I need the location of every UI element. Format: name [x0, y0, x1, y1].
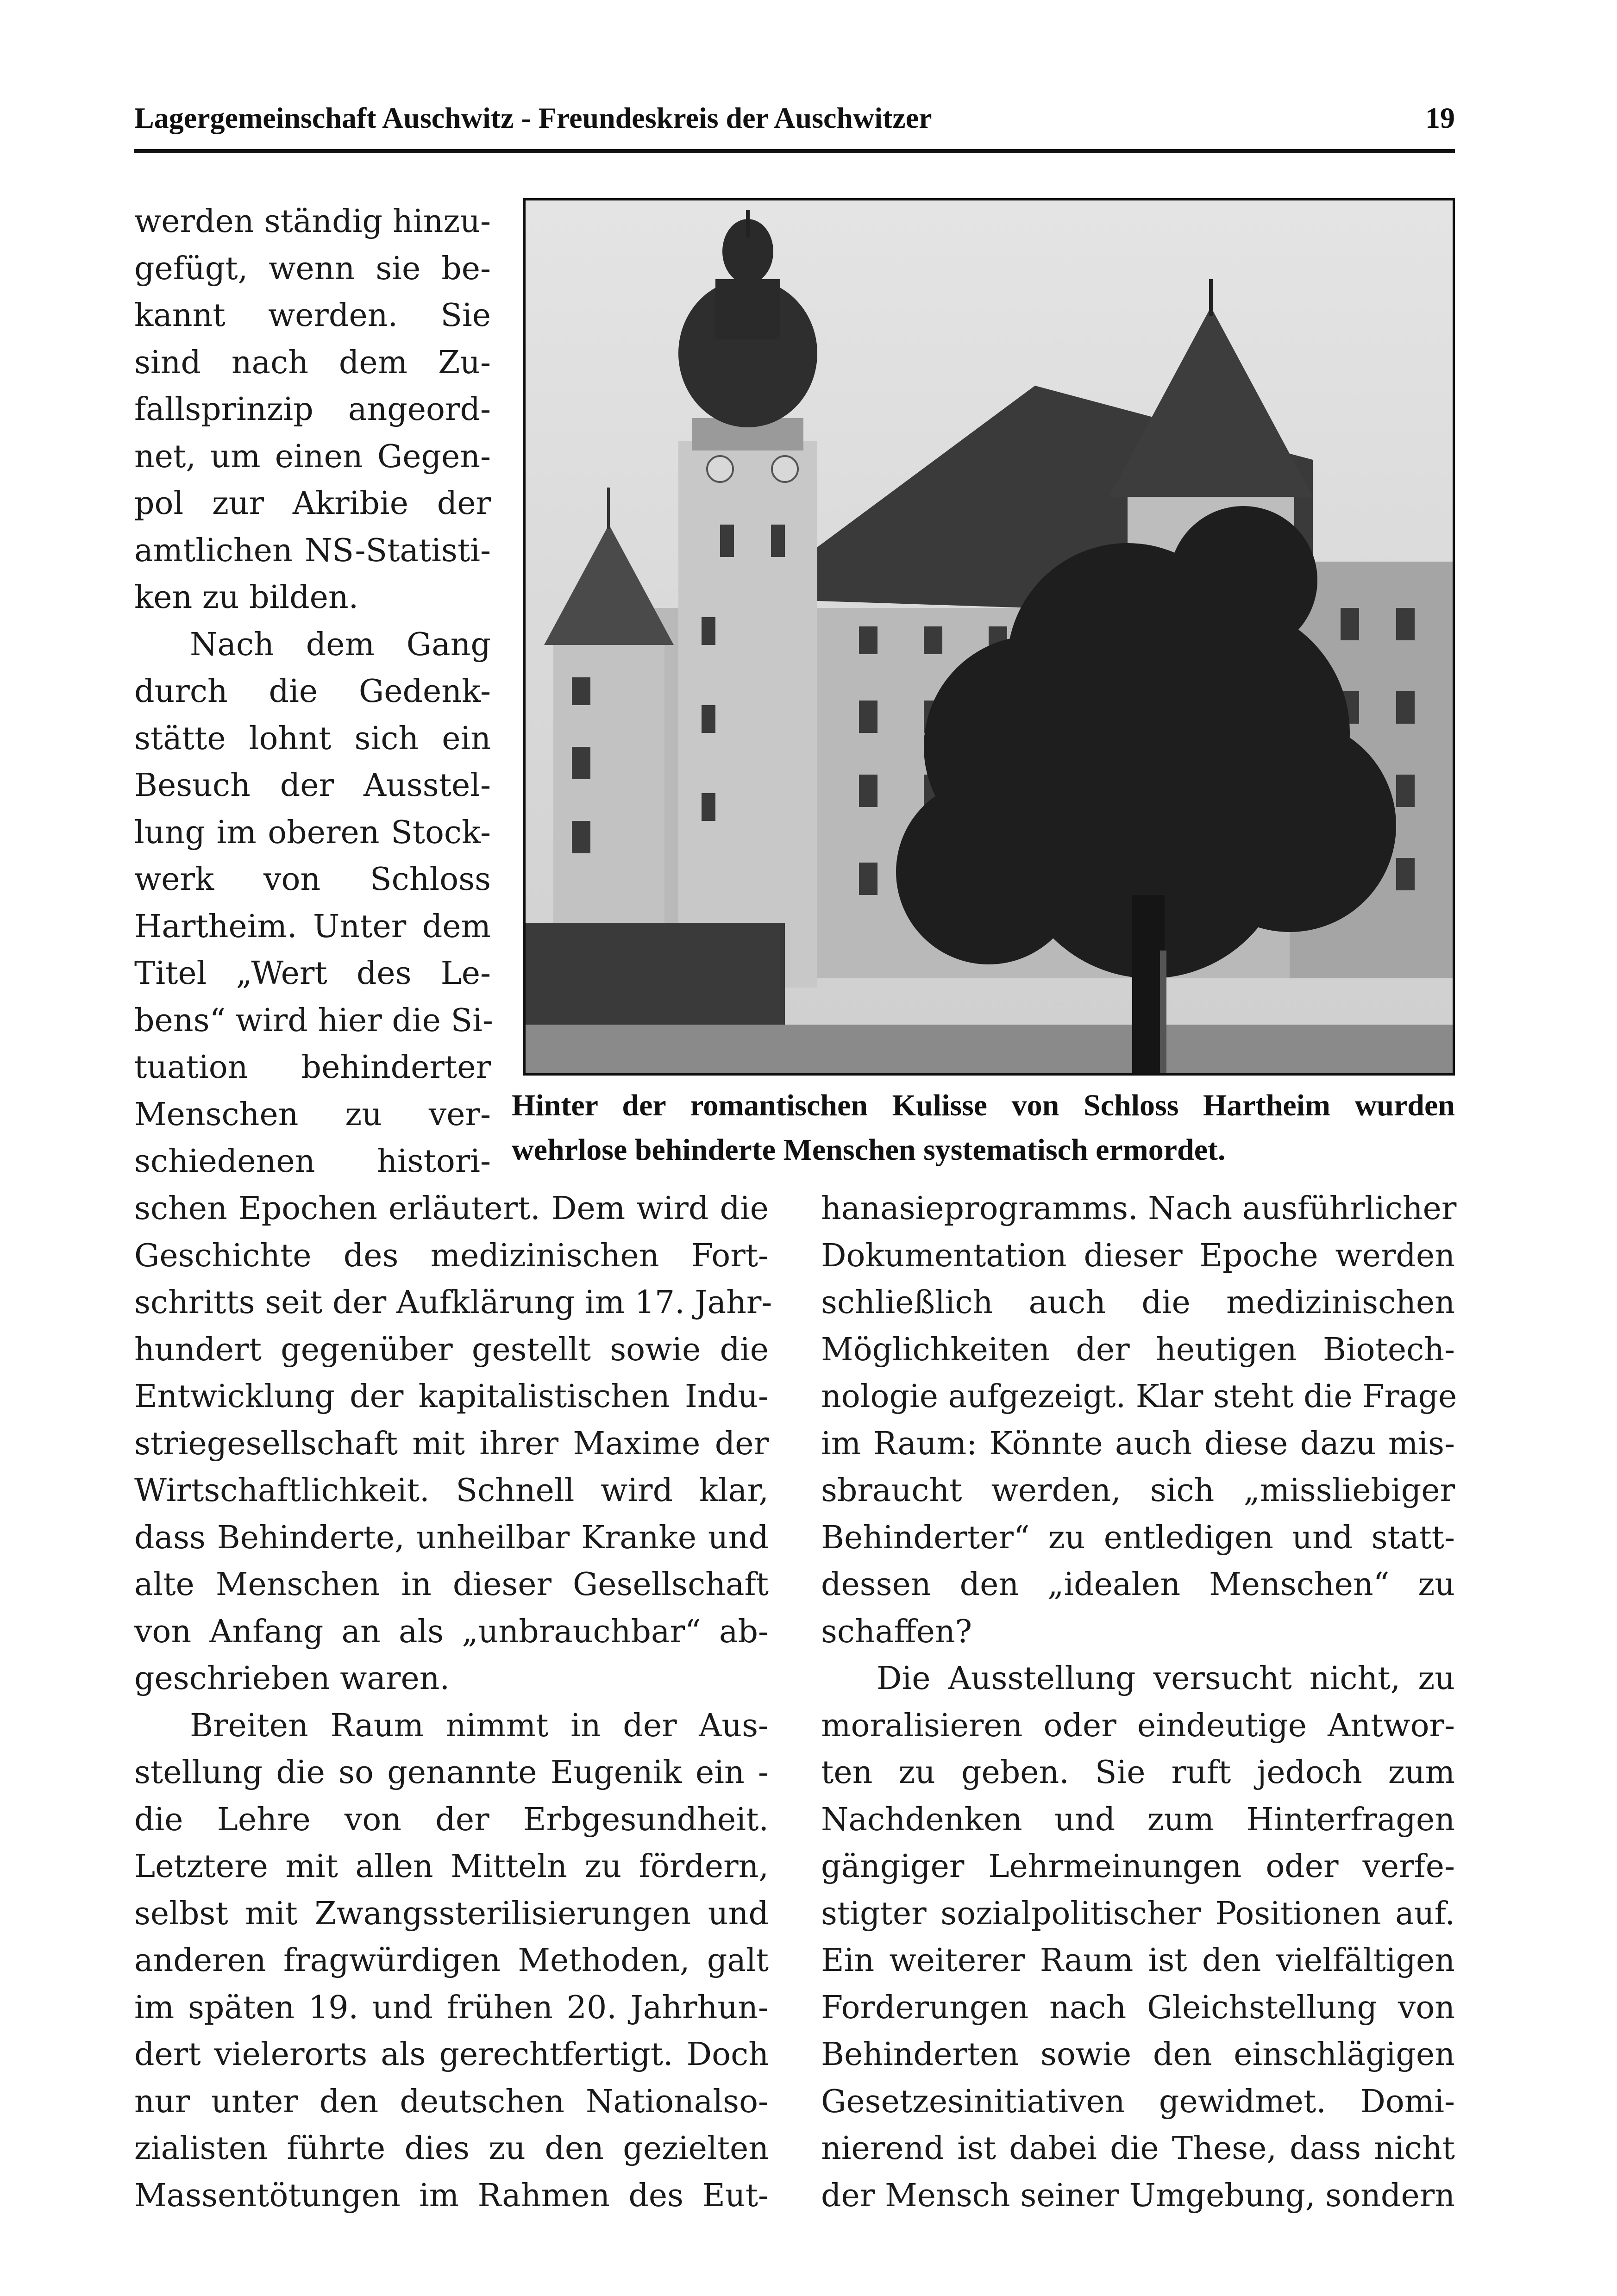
text-line: selbst mit Zwangssterilisierungen und: [134, 1895, 769, 1932]
text-line: der Mensch seiner Umgebung, sondern: [821, 2177, 1455, 2214]
text-line: nologie aufgezeigt. Klar steht die Frage: [821, 1378, 1457, 1415]
text-line: Behinderten sowie den einschlägigen: [821, 2036, 1455, 2073]
text-line: dessen den „idealen Menschen“ zu: [821, 1566, 1455, 1603]
text-line: werden ständig hinzu-: [134, 203, 491, 240]
text-line: Letztere mit allen Mitteln zu fördern,: [134, 1848, 769, 1885]
text-line: schiedenen histori-: [134, 1143, 491, 1180]
text-line: schen Epochen erläutert. Dem wird die: [134, 1190, 769, 1227]
page-number: 19: [1425, 101, 1455, 134]
caption-line: wehrlose behinderte Menschen systematisch ermordet.: [512, 1133, 1226, 1167]
text-line: Behinderter“ zu entledigen und statt-: [821, 1519, 1455, 1556]
text-line: ken zu bilden.: [134, 579, 359, 616]
text-line: Gesetzesinitiativen gewidmet. Domi-: [821, 2083, 1455, 2120]
text-line: schritts seit der Aufklärung im 17. Jahr-: [134, 1284, 772, 1321]
text-line: Die Ausstellung versucht nicht, zu: [877, 1660, 1455, 1697]
header-rule: [134, 149, 1455, 153]
photo-caption: [512, 1083, 1455, 1172]
text-line: im Raum: Könnte auch diese dazu mis-: [821, 1425, 1455, 1462]
text-line: Möglichkeiten der heutigen Biotech-: [821, 1331, 1455, 1368]
text-line: fallsprinzip angeord-: [134, 391, 491, 428]
text-line: kannt werden. Sie: [134, 297, 491, 334]
text-line: bens“ wird hier die Si-: [134, 1002, 493, 1039]
text-line: gefügt, wenn sie be-: [134, 250, 491, 287]
running-header: Lagergemeinschaft Auschwitz - Freundeskreis der Auschwitzer: [134, 101, 932, 134]
text-line: im späten 19. und frühen 20. Jahrhun-: [134, 1989, 769, 2026]
text-line: lung im oberen Stock-: [134, 814, 491, 851]
text-line: werk von Schloss: [134, 861, 491, 898]
text-line: Ein weiterer Raum ist den vielfältigen: [821, 1942, 1455, 1979]
text-line: Menschen zu ver-: [134, 1096, 491, 1133]
text-line: Geschichte des medizinischen Fort-: [134, 1237, 769, 1274]
text-line: moralisieren oder eindeutige Antwor-: [821, 1707, 1455, 1744]
text-line: zialisten führte dies zu den gezielten: [134, 2130, 769, 2167]
text-line: gängiger Lehrmeinungen oder verfe-: [821, 1848, 1455, 1885]
text-line: nierend ist dabei die These, dass nicht: [821, 2130, 1455, 2167]
text-line: durch die Gedenk-: [134, 673, 491, 710]
text-line: pol zur Akribie der: [134, 485, 491, 522]
text-line: geschrieben waren.: [134, 1660, 450, 1697]
upper-left-column: [134, 198, 491, 1185]
text-line: stätte lohnt sich ein: [134, 720, 491, 757]
text-line: die Lehre von der Erbgesundheit.: [134, 1801, 769, 1838]
left-column: [134, 1185, 772, 2219]
text-line: schaffen?: [821, 1613, 972, 1650]
text-line: dass Behinderte, unheilbar Kranke und: [134, 1519, 769, 1556]
text-line: alte Menschen in dieser Gesellschaft: [134, 1566, 769, 1603]
caption-line: Hinter der romantischen Kulisse von Schloss Hartheim wurden: [512, 1089, 1455, 1122]
text-line: Forderungen nach Gleichstellung von: [821, 1989, 1455, 2026]
text-line: Titel „Wert des Le-: [134, 955, 491, 992]
text-line: hundert gegenüber gestellt sowie die: [134, 1331, 769, 1368]
text-line: sind nach dem Zu-: [134, 344, 491, 381]
castle-illustration: [526, 200, 1453, 1073]
text-line: Breiten Raum nimmt in der Aus-: [190, 1707, 769, 1744]
text-line: stellung die so genannte Eugenik ein -: [134, 1754, 769, 1791]
text-line: Nach dem Gang: [190, 626, 491, 663]
text-line: Entwicklung der kapitalistischen Indu-: [134, 1378, 769, 1415]
text-line: anderen fragwürdigen Methoden, galt: [134, 1942, 769, 1979]
text-line: Massentötungen im Rahmen des Eut-: [134, 2177, 769, 2214]
text-line: Dokumentation dieser Epoche werden: [821, 1237, 1455, 1274]
text-line: stigter sozialpolitischer Positionen auf.: [821, 1895, 1455, 1932]
text-line: amtlichen NS-Statisti-: [134, 532, 491, 569]
text-line: nur unter den deutschen Nationalso-: [134, 2083, 769, 2120]
text-line: tuation behinderter: [134, 1049, 491, 1086]
text-line: Nachdenken und zum Hinterfragen: [821, 1801, 1455, 1838]
text-line: hanasieprogramms. Nach ausführlicher: [821, 1190, 1457, 1227]
text-line: sbraucht werden, sich „missliebiger: [821, 1472, 1455, 1509]
right-column: [821, 1185, 1455, 2219]
text-line: Wirtschaftlichkeit. Schnell wird klar,: [134, 1472, 769, 1509]
text-line: striegesellschaft mit ihrer Maxime der: [134, 1425, 769, 1462]
text-line: schließlich auch die medizinischen: [821, 1284, 1455, 1321]
castle-photo: [523, 198, 1455, 1076]
text-line: Besuch der Ausstel-: [134, 767, 491, 804]
text-line: von Anfang an als „unbrauchbar“ ab-: [134, 1613, 769, 1650]
text-line: ten zu geben. Sie ruft jedoch zum: [821, 1754, 1455, 1791]
text-line: dert vielerorts als gerechtfertigt. Doch: [134, 2036, 769, 2073]
text-line: net, um einen Gegen-: [134, 438, 491, 475]
text-line: Hartheim. Unter dem: [134, 908, 491, 945]
